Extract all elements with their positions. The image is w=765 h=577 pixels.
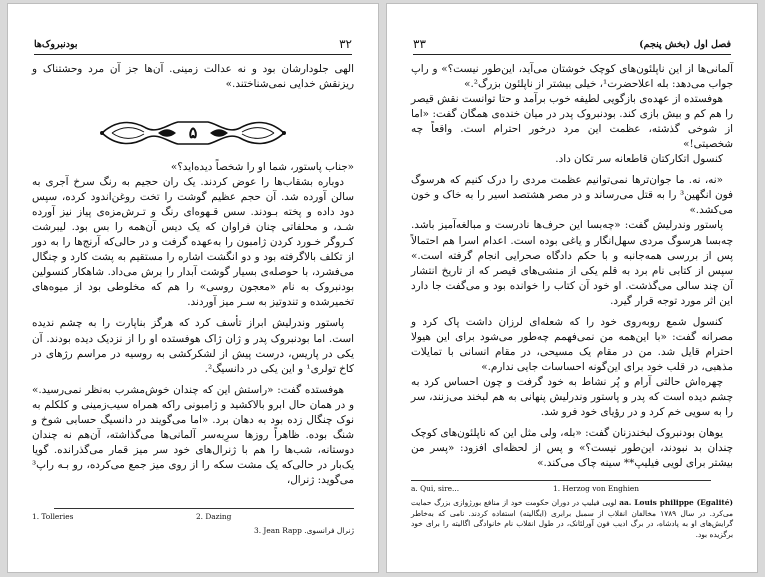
paragraph: پاستور وندرلیش گفت: «چه‌بسا این حرف‌ها نادرست و مبالغه‌آمیز باشد. چه‌بسا هرسوگ مردی سهل‌انگار و یاغی بوده است. اعدام اسرا هم احتمالاً پس از بررسی همه‌جانبه و با حکم دادگاه صحرایی انجام گرفته است.» سپس از کتابی نام برد به قلم یکی از منشی‌های قیصر که از تاریخ انتشار آن چند سالی می‌گذشت. او خود آن کتاب را خوانده بود و می‌گفت جا دارد این اثر مورد توجه قرار گیرد. [411, 219, 733, 307]
footnote-1: 1. Herzog von Enghien [553, 484, 640, 493]
paragraph: هوفستده گفت: «راستش این که چندان خوش‌مشرب به‌نظر نمی‌رسید.» و در همان حال ابرو بالاکشید و ژامبونی راکه همراه سیب‌زمینی و کلکلم به نوک چنگال زده بود به دهان برد. «اما می‌گویند در دانسیگ حسابی شوخ و شنگ بوده. ظاهراً روزها سرِبه‌سر آلمانی‌ها می‌گذاشته، آن‌هم نه چندان دوستانه، شب‌ها را هم با ژنرال‌های خود سر میز قمار می‌گذرانده. گویا یک‌بار در حالی‌که یک مشت سکه را از روی میز جمع می‌کرده، رو بـه راپ³ می‌گوید: ژنرال، [32, 383, 354, 486]
footnote-1: 1. Tolleries [32, 512, 74, 521]
left-page [8, 4, 378, 572]
footnote-long [411, 498, 733, 540]
right-body [411, 62, 733, 471]
right-page-header [413, 36, 731, 52]
paragraph: چهره‌اش حالتی آرام و پُر نشاط به خود گرفت و چون احساس کرد به چشم دیده است که پدر و پاستور وندرلیش پنهانی به هم لبخند می‌زنند، سر را به سویی خم کرد و در رؤیای خود فرو شد. [411, 375, 733, 419]
paragraph: دوباره بشقاب‌ها را عوض کردند. یک ران حجیم به رنگ سرخ آجری به سالن آورده شد. آن حجم عظیم گوشت را تخت روغن‌اندود کرده، سپس دود داده و پخته بـودند. سس قـهوه‌ای رنگ و تـرش‌مزه‌ی پیاز نیز آورده شـد، و محلفاتی چنان فراوان که یک دیس آن‌همه را بس بود. لیبرشت کـروگر خـورد کردن ژامبون را به‌عهده گرفت و در حالی‌که آرنج‌ها را به دور از تکلف بالاگرفته بود و دو انگشت اشاره را مستقیم به پشت کارد و چنگال می‌فشرد، با حوصله‌ی بسیار گوشت آبدار را برش می‌داد. شاهکار کنسولین بودنبروک به نام «معجون روسی» را هم که مخلوطی بود از میوه‌های تخمیرشده و تندوتیز به سـر میز آوردند. [32, 176, 354, 309]
paragraph: یوهان بودنبروک لبخندزنان گفت: «بله، ولی مثل این که ناپلئون‌های کوچک چندان بد نبودند، این‌طور نیست؟» و پس از لحظه‌ای افزود: «پسر من بیشتر برای لویی فیلیپ** سینه چاک می‌کند.» [411, 427, 733, 470]
paragraph: آلمانی‌ها از این ناپلئون‌های کوچک خوشتان می‌آید، این‌طور نیست؟» و راپ جواب می‌دهد: بله اعلاحضرت¹، خیلی بیشتر از ناپلئون بزرگ².» [411, 63, 733, 91]
footnote-row-3 [32, 526, 354, 537]
paragraph: «جناب پاستور، شما او را شخصاً دیده‌اید؟» [170, 161, 354, 173]
footnote-row [32, 512, 354, 523]
running-title: بودنبروک‌ها [34, 38, 78, 50]
right-page [387, 4, 757, 572]
footnote-2: 2. Dazing [195, 512, 232, 521]
header-rule [34, 54, 352, 55]
footnote-3-note: ژنرال فرانسوی. [304, 526, 354, 535]
footnote-rule [54, 508, 354, 509]
footnote-3: 3. Jean Rapp [254, 526, 302, 535]
paragraph: «نه، نه. ما جوان‌تر‌ها نمی‌توانیم عظمت مردی را درک کنیم که هرسوگ فون انگهین³ را به قتل می‌رساند و در مصر هشتصد اسیر را به خاک و خون می‌کشد.» [411, 174, 733, 217]
footnote-rule [411, 480, 711, 481]
footnote-a: a. Qui, sire... [411, 484, 460, 493]
paragraph: هوفستده از عهده‌ی بازگویی لطیفه خوب برآمد و حتا توانست نقش قیصر را هم کم و بیش بازی کند. بودنبروک پدر در میان خنده‌ی همگان گفت: «اما از شوخی گذشته، عظمت این مرد درخور احترام است. واقعاً چه شخصیتی!» [411, 93, 733, 151]
header-rule [413, 54, 731, 55]
paragraph: الهی جلودارشان بود و نه عدالت زمینی. آن‌ها جز آن مرد وحشتناک و ریزنقش خدایی نمی‌شناختند.» [32, 63, 354, 91]
chapter-number: ۵ [188, 123, 198, 142]
chapter-ornament [98, 116, 288, 150]
footnote-aa-title: aa. Louis philippe (Egalité) [619, 498, 733, 507]
paragraph: کنسول شمع روبه‌روی خود را که شعله‌ای لرزان داشت پاک کرد و مصرانه گفت: «با این‌همه من نمی‌فهمم چه‌طور می‌شود برای این هیولا احترام قایل شد. من در مقام یک مسیحی، در مقام انسانی با تمایلات مذهبی، در قلب خود برای این‌گونه احساسات جایی ندارم.» [411, 315, 733, 373]
left-page-header [34, 36, 352, 52]
left-body-main [32, 160, 354, 488]
footnote-row [411, 484, 733, 495]
paragraph: کنسول اتکارکتان قاطعانه سر تکان داد. [555, 153, 723, 166]
left-body-top [32, 62, 354, 92]
footnote-aa-text: لویی فیلیپ در دوران حکومت خود از منافع بورژوازی بزرگ حمایت می‌کرد. در سال ۱۷۸۹ مخالفان انقلاب از سمبل برابری (ایگالیته) استفاده کردند. نامی که به‌خاطر گرایش‌های او به پادشاه، در برگ ادیب فون آورلئانک، در طول انقلاب نام خانوادگی اگالیته را برای خود برگزیده بود. [411, 498, 733, 539]
page-number: ۳۲ [339, 37, 352, 51]
paragraph: پاستور وندرلیش ابراز تأسف کرد که هرگز بناپارت را به چشم ندیده است. اما بودنبروک پدر و ژان ژاک هوفستده او را از نزدیک دیده بودند. آن یکی در پاریس، درست پیش از لشکرکشی به روسیه در مراسم رژهای در کاخ تولری¹ و این یکی در دانسیگ². [32, 317, 354, 375]
page-number: ۳۳ [413, 37, 426, 51]
running-title: فصل اول (بخش پنجم) [639, 38, 731, 50]
